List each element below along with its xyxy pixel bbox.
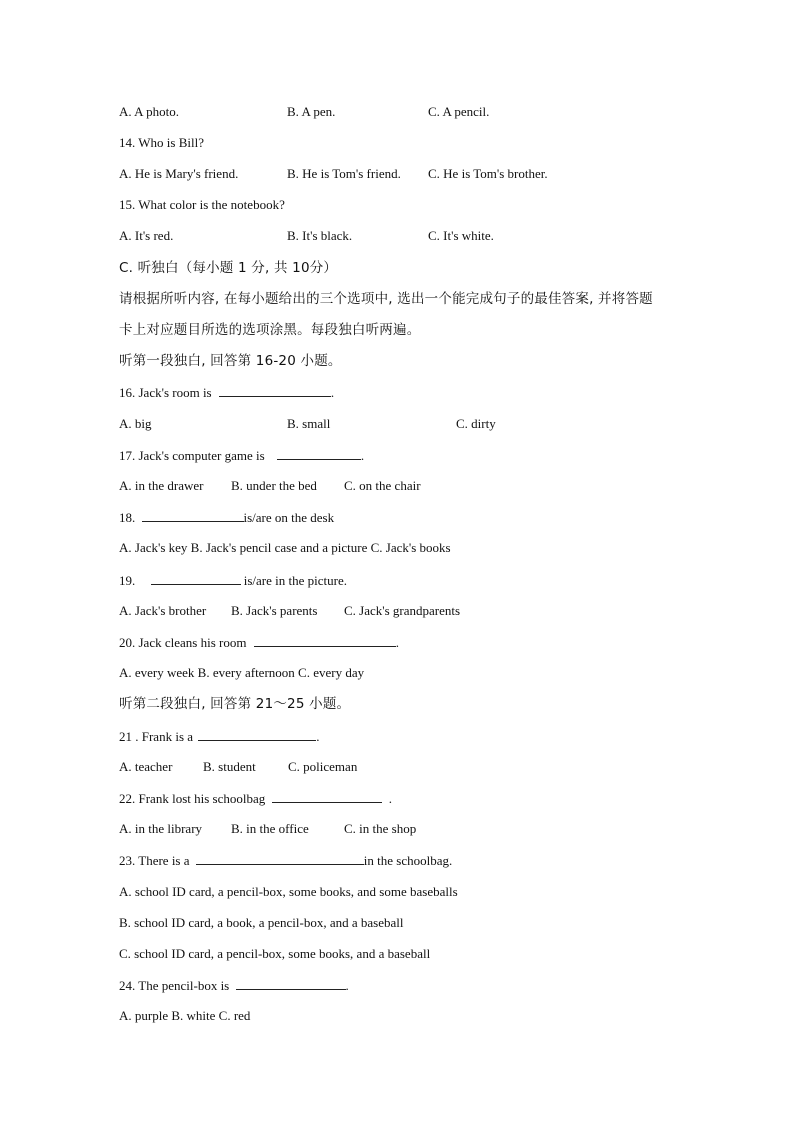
section-c-instruction-1: 请根据所听内容, 在每小题给出的三个选项中, 选出一个能完成句子的最佳答案, 并将答题 bbox=[119, 291, 653, 307]
q13-option-b: B. A pen. bbox=[287, 104, 336, 119]
q19-option-b: B. Jack's parents bbox=[231, 603, 318, 618]
q24-options: A. purple B. white C. red bbox=[119, 1008, 251, 1023]
section-c-instruction-2: 卡上对应题目所选的选项涂黑。每段独白听两遍。 bbox=[119, 322, 421, 338]
q15-question: 15. What color is the notebook? bbox=[119, 197, 285, 212]
q22-question bbox=[119, 790, 392, 807]
q22-option-a: A. in the library bbox=[119, 821, 203, 836]
q18-options: A. Jack's key B. Jack's pencil case and a picture C. Jack's books bbox=[119, 540, 451, 555]
q21-option-a: A. teacher bbox=[119, 759, 173, 774]
q21-question bbox=[119, 728, 320, 745]
q22-option-b: B. in the office bbox=[231, 821, 309, 836]
q15-option-b: B. It's black. bbox=[287, 228, 353, 243]
q23-option-a: A. school ID card, a pencil-box, some books, and some baseballs bbox=[119, 884, 458, 899]
q18-blank bbox=[142, 509, 244, 522]
q15-option-c: C. It's white. bbox=[428, 228, 494, 243]
q19-suffix: is/are in the picture. bbox=[243, 573, 347, 588]
q20-options: A. every week B. every afternoon C. every day bbox=[119, 665, 365, 680]
q16-option-b: B. small bbox=[287, 416, 331, 431]
q13-option-a: A. A photo. bbox=[119, 104, 179, 119]
q22-blank bbox=[272, 790, 382, 803]
q19-prefix: 19. bbox=[119, 573, 136, 588]
q16-suffix: . bbox=[330, 385, 335, 400]
q20-question bbox=[119, 634, 399, 651]
q16-option-a: A. big bbox=[119, 416, 152, 431]
q16-option-c: C. dirty bbox=[456, 416, 496, 431]
q20-blank bbox=[254, 634, 396, 647]
q19-option-c: C. Jack's grandparents bbox=[344, 603, 461, 618]
q23-prefix: 23. There is a bbox=[119, 853, 190, 868]
q17-question bbox=[119, 447, 364, 464]
q18-suffix: is/are on the desk bbox=[243, 510, 335, 525]
q23-option-c: C. school ID card, a pencil-box, some books, and a baseball bbox=[119, 946, 431, 961]
q14-option-b: B. He is Tom's friend. bbox=[287, 166, 401, 181]
q19-option-a: A. Jack's brother bbox=[119, 603, 207, 618]
q24-suffix: . bbox=[345, 978, 349, 993]
q16-prefix: 16. Jack's room is bbox=[119, 385, 212, 400]
q22-prefix: 22. Frank lost his schoolbag bbox=[119, 791, 266, 806]
q18-question bbox=[119, 509, 334, 526]
q17-option-c: C. on the chair bbox=[344, 478, 421, 493]
q24-blank bbox=[236, 977, 346, 990]
q16-blank bbox=[219, 384, 331, 397]
q20-suffix: . bbox=[395, 635, 399, 650]
q23-suffix: in the schoolbag. bbox=[363, 853, 453, 868]
q13-option-c: C. A pencil. bbox=[428, 104, 490, 119]
q14-option-a: A. He is Mary's friend. bbox=[119, 166, 239, 181]
q21-blank bbox=[198, 728, 316, 741]
q21-option-b: B. student bbox=[203, 759, 256, 774]
q22-option-c: C. in the shop bbox=[344, 821, 417, 836]
q23-option-b: B. school ID card, a book, a pencil-box, and a baseball bbox=[119, 915, 404, 930]
q15-option-a: A. It's red. bbox=[119, 228, 174, 243]
q14-option-c: C. He is Tom's brother. bbox=[428, 166, 548, 181]
section-c-heading: C. 听独白（每小题 1 分, 共 10分） bbox=[119, 260, 338, 276]
q24-question bbox=[119, 977, 349, 994]
q24-prefix: 24. The pencil-box is bbox=[119, 978, 230, 993]
q17-blank bbox=[277, 447, 361, 460]
q23-blank bbox=[196, 852, 364, 865]
q19-blank bbox=[151, 572, 241, 585]
q21-prefix: 21 . Frank is a bbox=[119, 729, 194, 744]
q16-question bbox=[119, 384, 334, 401]
q21-option-c: C. policeman bbox=[288, 759, 358, 774]
q22-suffix: . bbox=[388, 791, 392, 806]
q17-prefix: 17. Jack's computer game is bbox=[119, 448, 265, 463]
q20-prefix: 20. Jack cleans his room bbox=[119, 635, 247, 650]
q18-prefix: 18. bbox=[119, 510, 136, 525]
q23-question bbox=[119, 852, 452, 869]
q17-option-a: A. in the drawer bbox=[119, 478, 204, 493]
q19-question bbox=[119, 572, 347, 589]
q17-suffix: . bbox=[360, 448, 365, 463]
monologue-2-heading: 听第二段独白, 回答第 21～25 小题。 bbox=[119, 696, 351, 712]
q21-suffix: . bbox=[316, 729, 320, 744]
monologue-1-heading: 听第一段独白, 回答第 16-20 小题。 bbox=[119, 353, 342, 369]
q14-question: 14. Who is Bill? bbox=[119, 135, 204, 150]
q17-option-b: B. under the bed bbox=[231, 478, 317, 493]
